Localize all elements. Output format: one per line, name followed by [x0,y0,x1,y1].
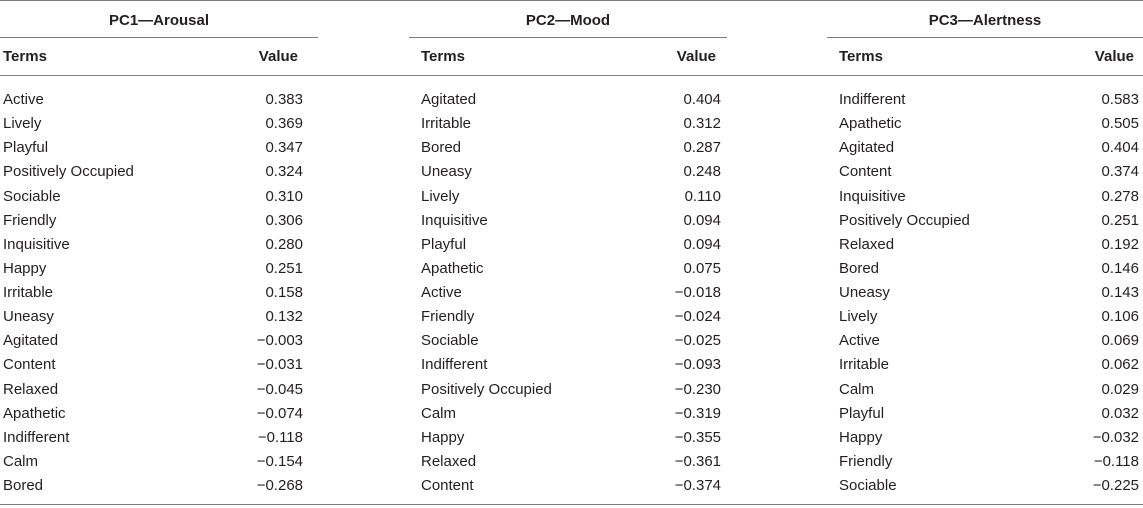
term-cell: Indifferent [839,91,906,108]
term-cell: Lively [3,115,42,133]
value-cell: 0.404 [683,91,721,108]
term-cell: Active [839,332,880,350]
term-cell: Calm [839,380,875,398]
term-cell: Sociable [839,477,897,494]
value-cell: −0.074 [256,404,303,422]
pc2-terms-column [421,88,621,498]
term-cell: Sociable [421,332,479,350]
value-cell: 0.146 [1101,259,1139,277]
term-cell: Agitated [839,139,895,157]
value-cell: −0.003 [256,332,303,350]
value-cell: 0.106 [1101,308,1139,326]
value-cell: −0.355 [674,428,721,446]
term-cell: Agitated [421,91,477,108]
value-cell: 0.287 [683,139,721,157]
term-cell: Happy [839,428,883,446]
term-cell: Happy [3,259,47,277]
value-cell: 0.132 [265,308,303,326]
value-cell: 0.094 [683,235,721,253]
term-cell: Inquisitive [421,211,488,229]
group-title-pc2: PC2—Mood [525,12,611,29]
value-cell: −0.118 [257,428,303,446]
value-cell: −0.024 [674,308,721,326]
term-cell: Lively [421,187,460,205]
value-cell: 0.143 [1101,284,1139,301]
value-cell: −0.045 [256,380,303,398]
value-cell: 0.062 [1101,356,1139,374]
value-cell: 0.404 [1101,139,1139,157]
value-cell: −0.031 [256,356,303,374]
term-cell: Relaxed [421,452,477,470]
pc1-value-header: Value [258,48,298,65]
value-cell: 0.192 [1101,235,1139,253]
group-rule-pc1 [0,37,318,38]
value-cell: 0.310 [265,187,303,205]
term-cell: Playful [421,235,467,253]
term-cell: Friendly [839,452,893,470]
header-rule [0,75,1143,76]
term-cell: Irritable [3,284,54,301]
term-cell: Content [3,356,56,374]
term-cell: Apathetic [421,259,484,277]
value-cell: 0.505 [1101,115,1139,133]
value-cell: 0.094 [683,211,721,229]
value-cell: −0.374 [674,477,721,494]
value-cell: 0.278 [1101,187,1139,205]
term-cell: Irritable [421,115,472,133]
term-cell: Inquisitive [3,235,70,253]
term-cell: Positively Occupied [839,211,970,229]
value-cell: −0.230 [674,380,721,398]
pc1-terms-column [3,88,203,498]
value-cell: −0.018 [674,284,721,301]
value-cell: 0.383 [265,91,303,108]
value-cell: 0.029 [1101,380,1139,398]
value-cell: 0.032 [1101,404,1139,422]
value-cell: −0.319 [674,404,721,422]
value-cell: 0.158 [265,284,303,301]
pc3-value-header: Value [1094,48,1134,65]
pc1-values-column [200,88,303,498]
pc2-values-column [618,88,721,498]
term-cell: Uneasy [421,163,472,181]
term-cell: Playful [839,404,885,422]
term-cell: Active [3,91,44,108]
value-cell: −0.118 [1093,452,1139,470]
term-cell: Content [421,477,474,494]
pc1-terms-header: Terms [3,48,47,65]
term-cell: Content [839,163,892,181]
value-cell: 0.251 [1101,211,1139,229]
value-cell: −0.032 [1092,428,1139,446]
pc3-terms-header: Terms [839,48,883,65]
table-bottom-rule [0,504,1143,505]
value-cell: 0.110 [684,187,721,205]
pc3-values-column [1036,88,1139,498]
value-cell: −0.025 [674,332,721,350]
term-cell: Relaxed [839,235,895,253]
value-cell: 0.324 [265,163,303,181]
value-cell: 0.369 [265,115,303,133]
term-cell: Calm [421,404,457,422]
term-cell: Uneasy [839,284,890,301]
term-cell: Friendly [3,211,57,229]
value-cell: −0.225 [1092,477,1139,494]
value-cell: 0.347 [265,139,303,157]
value-cell: −0.361 [674,452,721,470]
term-cell: Relaxed [3,380,59,398]
pc3-terms-column [839,88,1039,498]
term-cell: Bored [421,139,462,157]
value-cell: −0.154 [256,452,303,470]
term-cell: Playful [3,139,49,157]
term-cell: Agitated [3,332,59,350]
term-cell: Calm [3,452,39,470]
table-top-rule [0,0,1143,1]
value-cell: 0.374 [1101,163,1139,181]
value-cell: 0.312 [683,115,721,133]
group-rule-pc2 [409,37,727,38]
term-cell: Sociable [3,187,61,205]
pc2-value-header: Value [676,48,716,65]
term-cell: Active [421,284,462,301]
term-cell: Happy [421,428,465,446]
term-cell: Apathetic [3,404,66,422]
term-cell: Bored [3,477,44,494]
group-rule-pc3 [827,37,1143,38]
value-cell: 0.251 [265,259,303,277]
value-cell: 0.583 [1101,91,1139,108]
term-cell: Indifferent [3,428,70,446]
value-cell: 0.075 [683,259,721,277]
value-cell: −0.093 [674,356,721,374]
term-cell: Indifferent [421,356,488,374]
term-cell: Uneasy [3,308,54,326]
term-cell: Inquisitive [839,187,906,205]
value-cell: −0.268 [256,477,303,494]
term-cell: Apathetic [839,115,902,133]
group-title-pc3: PC3—Alertness [928,12,1042,29]
value-cell: 0.069 [1101,332,1139,350]
group-title-pc1: PC1—Arousal [108,12,210,29]
value-cell: 0.306 [265,211,303,229]
term-cell: Irritable [839,356,890,374]
term-cell: Positively Occupied [3,163,134,181]
value-cell: 0.280 [265,235,303,253]
term-cell: Lively [839,308,878,326]
term-cell: Positively Occupied [421,380,552,398]
pc2-terms-header: Terms [421,48,465,65]
value-cell: 0.248 [683,163,721,181]
term-cell: Bored [839,259,880,277]
term-cell: Friendly [421,308,475,326]
